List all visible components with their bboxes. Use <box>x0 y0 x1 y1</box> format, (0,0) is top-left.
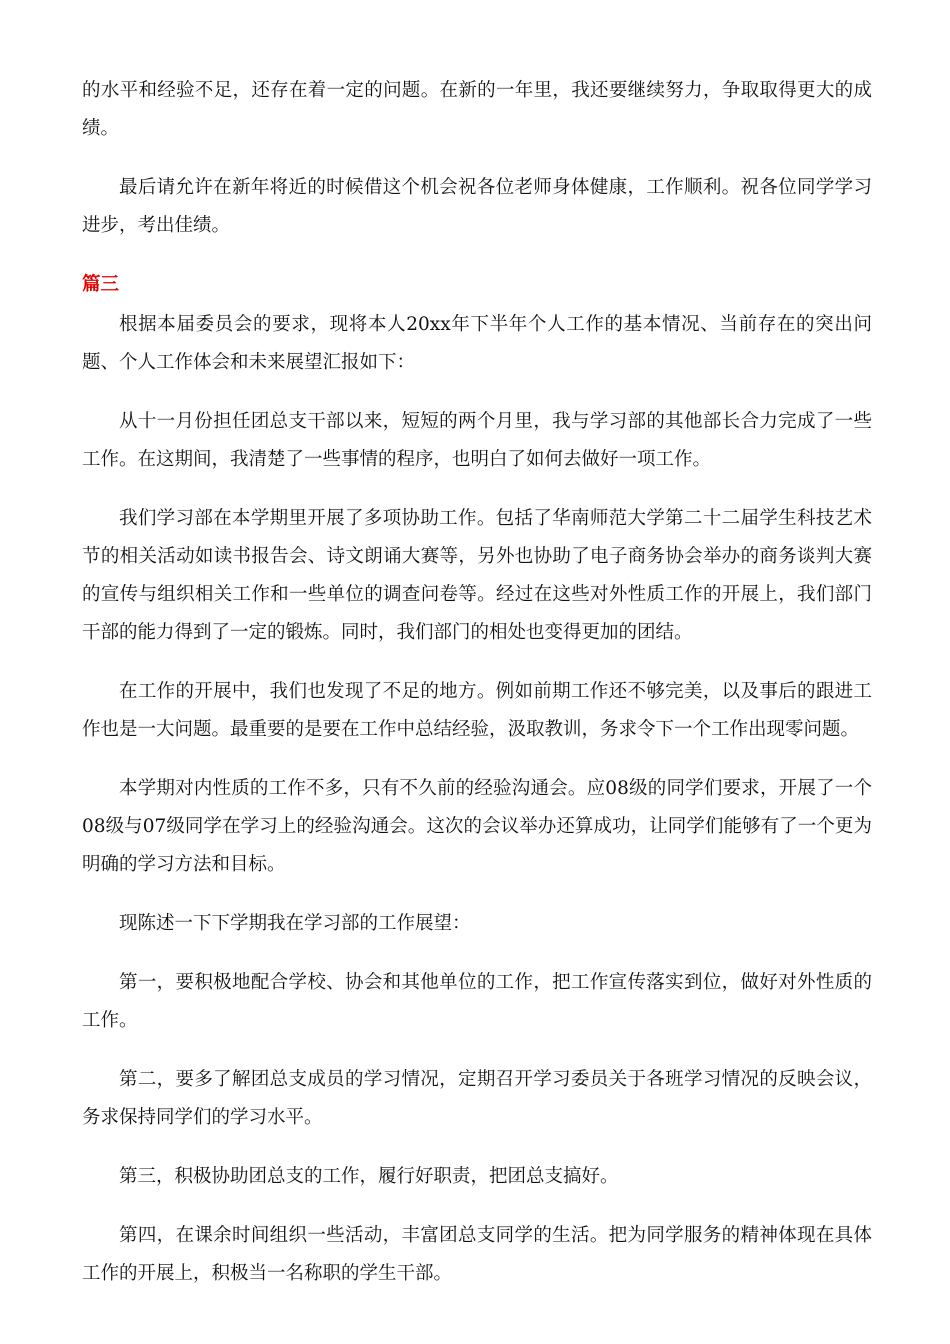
paragraph-since-november: 从十一月份担任团总支干部以来，短短的两个月里，我与学习部的其他部长合力完成了一些工作。在这期间，我清楚了一些事情的程序，也明白了如何去做好一项工作。 <box>82 411 872 470</box>
paragraph-report-intro: 根据本届委员会的要求，现将本人20xx年下半年个人工作的基本情况、当前存在的突出问题、个人工作体会和未来展望汇报如下： <box>82 314 872 373</box>
paragraph-plan-first: 第一，要积极地配合学校、协会和其他单位的工作，把工作宣传落实到位，做好对外性质的工作。 <box>82 972 872 1031</box>
document-page <box>82 72 872 1314</box>
section-heading: 篇三 <box>82 274 120 295</box>
paragraph-outlook-intro: 现陈述一下下学期我在学习部的工作展望： <box>119 913 471 934</box>
paragraph-plan-third: 第三，积极协助团总支的工作，履行好职责，把团总支搞好。 <box>119 1166 619 1187</box>
paragraph-plan-fourth: 第四，在课余时间组织一些活动，丰富团总支同学的生活。把为同学服务的精神体现在具体工作的开展上，积极当一名称职的学生干部。 <box>82 1225 872 1284</box>
paragraph-continuation: 的水平和经验不足，还存在着一定的问题。在新的一年里，我还要继续努力，争取取得更大的成绩。 <box>82 80 872 139</box>
paragraph-assist-work: 我们学习部在本学期里开展了多项协助工作。包括了华南师范大学第二十二届学生科技艺术节的相关活动如读书报告会、诗文朗诵大赛等，另外也协助了电子商务协会举办的商务谈判大赛的宣传与组织相关工作和一些单位的调查问卷等。经过在这些对外性质工作的开展上，我们部门干部的能力得到了一定的锻炼。同时，我们部门的相处也变得更加的团结。 <box>82 508 872 643</box>
paragraph-closing-wishes: 最后请允许在新年将近的时候借这个机会祝各位老师身体健康，工作顺利。祝各位同学学习进步，考出佳绩。 <box>82 177 872 236</box>
paragraph-internal-work: 本学期对内性质的工作不多，只有不久前的经验沟通会。应08级的同学们要求，开展了一个08级与07级同学在学习上的经验沟通会。这次的会议举办还算成功，让同学们能够有了一个更为明确的学习方法和目标。 <box>82 778 872 875</box>
paragraph-shortcomings: 在工作的开展中，我们也发现了不足的地方。例如前期工作还不够完美，以及事后的跟进工作也是一大问题。最重要的是要在工作中总结经验，汲取教训，务求令下一个工作出现零问题。 <box>82 681 872 740</box>
paragraph-plan-second: 第二，要多了解团总支成员的学习情况，定期召开学习委员关于各班学习情况的反映会议，务求保持同学们的学习水平。 <box>82 1069 872 1128</box>
